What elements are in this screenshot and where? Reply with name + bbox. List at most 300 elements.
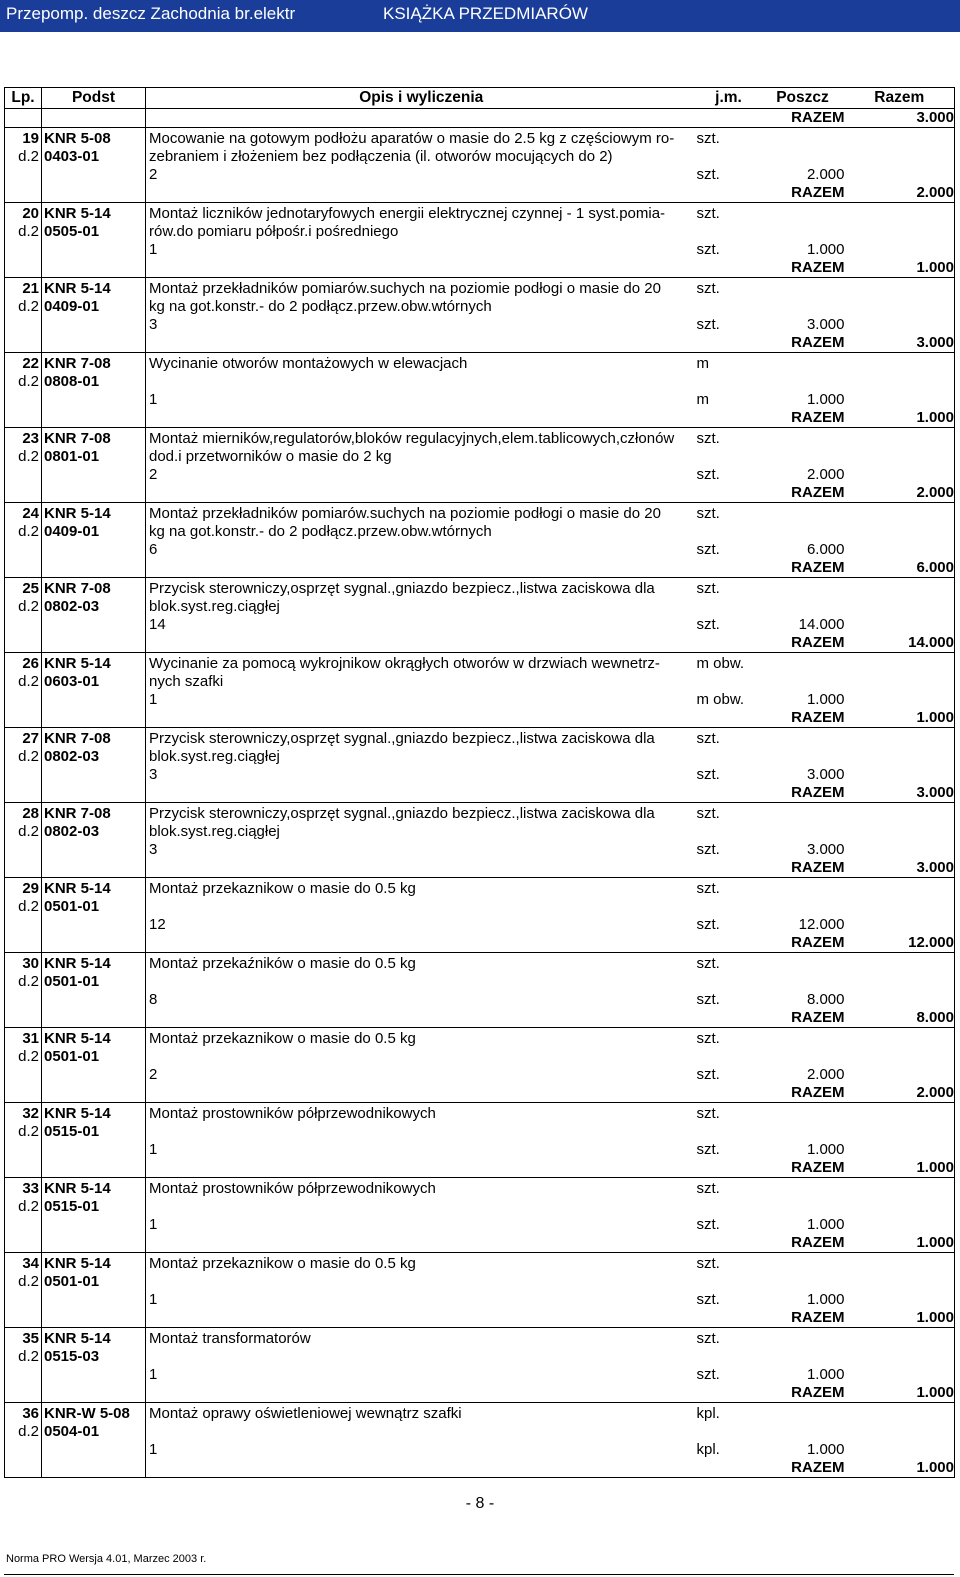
item-description-cont: blok.syst.reg.ciągłej xyxy=(146,748,697,766)
item-quantity: 2 xyxy=(146,466,697,484)
item-quantity-unit: szt. xyxy=(696,841,720,858)
item-description-cont xyxy=(146,373,697,391)
item-unit: szt. xyxy=(696,130,720,147)
table-row xyxy=(5,1178,955,1199)
col-opis: Opis i wyliczenia xyxy=(146,88,697,109)
item-unit: szt. xyxy=(696,580,720,597)
razem-value: 2.000 xyxy=(845,484,955,503)
item-description-cont: dod.i przetworników o masie do 2 kg xyxy=(146,448,697,466)
item-unit: szt. xyxy=(696,1030,720,1047)
razem-value: 14.000 xyxy=(845,634,955,653)
table-row xyxy=(5,709,955,728)
razem-label: RAZEM xyxy=(761,334,845,353)
item-d: d.2 xyxy=(5,1348,42,1366)
table-row xyxy=(5,653,955,674)
item-number: 0505-01 xyxy=(42,223,146,241)
item-poszcz: 1.000 xyxy=(806,1441,845,1458)
table-row xyxy=(5,203,955,224)
item-number: 0515-03 xyxy=(42,1348,146,1366)
razem-value: 6.000 xyxy=(845,559,955,578)
table-row xyxy=(5,1328,955,1349)
item-quantity: 6 xyxy=(146,541,697,559)
table-row xyxy=(5,334,955,353)
item-d: d.2 xyxy=(5,523,42,541)
item-unit: szt. xyxy=(696,730,720,747)
item-description: Montaż prostowników półprzewodnikowych xyxy=(146,1103,697,1124)
table-row xyxy=(5,1066,955,1084)
item-poszcz: 3.000 xyxy=(806,841,845,858)
item-description-cont xyxy=(146,1198,697,1216)
item-knr: KNR 5-14 xyxy=(42,278,146,299)
item-poszcz: 1.000 xyxy=(806,1291,845,1308)
item-quantity-unit: kpl. xyxy=(696,1441,720,1458)
item-description: Montaż przekładników pomiarów.suchych na poziomie podłogi o masie do 20 xyxy=(146,278,697,299)
item-d: d.2 xyxy=(5,748,42,766)
item-number: 0409-01 xyxy=(42,523,146,541)
table-row xyxy=(5,316,955,334)
item-unit: szt. xyxy=(696,880,720,897)
table-row xyxy=(5,859,955,878)
table-row xyxy=(5,1198,955,1216)
table-row xyxy=(5,278,955,299)
item-unit: m obw. xyxy=(696,655,745,672)
table-row xyxy=(5,973,955,991)
item-quantity-unit: szt. xyxy=(696,166,720,183)
table-row xyxy=(5,1084,955,1103)
item-knr: KNR-W 5-08 xyxy=(42,1403,146,1424)
razem-value: 1.000 xyxy=(845,1384,955,1403)
table-row xyxy=(5,148,955,166)
item-poszcz: 1.000 xyxy=(806,691,845,708)
item-poszcz: 2.000 xyxy=(806,166,845,183)
razem-value: 2.000 xyxy=(845,184,955,203)
item-poszcz: 8.000 xyxy=(806,991,845,1008)
item-quantity-unit: szt. xyxy=(696,1066,720,1083)
item-number: 0802-03 xyxy=(42,598,146,616)
item-description-cont: rów.do pomiaru półpośr.i pośredniego xyxy=(146,223,697,241)
razem-label: RAZEM xyxy=(761,1159,845,1178)
item-unit: szt. xyxy=(696,955,720,972)
table-row xyxy=(5,391,955,409)
razem-label: RAZEM xyxy=(761,109,845,128)
table-row xyxy=(5,1141,955,1159)
item-knr: KNR 5-14 xyxy=(42,203,146,224)
col-razem: Razem xyxy=(845,88,955,109)
item-quantity-unit: szt. xyxy=(696,766,720,783)
item-knr: KNR 5-14 xyxy=(42,653,146,674)
header-project-title: Przepomp. deszcz Zachodnia br.elektr xyxy=(6,4,296,23)
header-document-title: KSIĄŻKA PRZEDMIARÓW xyxy=(383,4,588,23)
table-row xyxy=(5,953,955,974)
item-lp: 21 xyxy=(5,278,42,299)
cost-table xyxy=(4,87,955,1478)
table-row xyxy=(5,766,955,784)
table-row xyxy=(5,634,955,653)
item-poszcz: 6.000 xyxy=(806,541,845,558)
table-row xyxy=(5,1234,955,1253)
table-row xyxy=(5,1459,955,1478)
item-quantity-unit: szt. xyxy=(696,1366,720,1383)
razem-value: 8.000 xyxy=(845,1009,955,1028)
item-poszcz: 12.000 xyxy=(798,916,845,933)
razem-label: RAZEM xyxy=(761,559,845,578)
razem-label: RAZEM xyxy=(761,409,845,428)
item-poszcz: 1.000 xyxy=(806,1141,845,1158)
item-description-cont xyxy=(146,1273,697,1291)
item-knr: KNR 7-08 xyxy=(42,578,146,599)
table-row xyxy=(5,128,955,149)
table-row xyxy=(5,259,955,278)
item-description: Przycisk sterowniczy,osprzęt sygnal.,gniazdo bezpiecz.,listwa zaciskowa dla xyxy=(146,578,697,599)
item-d: d.2 xyxy=(5,1048,42,1066)
item-quantity-unit: szt. xyxy=(696,1216,720,1233)
razem-label: RAZEM xyxy=(761,259,845,278)
item-unit: szt. xyxy=(696,505,720,522)
item-knr: KNR 5-14 xyxy=(42,503,146,524)
item-description-cont: blok.syst.reg.ciągłej xyxy=(146,598,697,616)
table-row xyxy=(5,991,955,1009)
item-lp: 35 xyxy=(5,1328,42,1349)
table-row xyxy=(5,541,955,559)
item-number: 0808-01 xyxy=(42,373,146,391)
item-lp: 19 xyxy=(5,128,42,149)
item-poszcz: 1.000 xyxy=(806,241,845,258)
table-row xyxy=(5,616,955,634)
razem-label: RAZEM xyxy=(761,1084,845,1103)
item-quantity-unit: m xyxy=(696,391,709,408)
item-d: d.2 xyxy=(5,898,42,916)
table-row xyxy=(5,428,955,449)
table-row xyxy=(5,223,955,241)
item-quantity: 1 xyxy=(146,391,697,409)
item-description-cont: nych szafki xyxy=(146,673,697,691)
item-description: Mocowanie na gotowym podłożu aparatów o masie do 2.5 kg z częściowym ro- xyxy=(146,128,697,149)
item-knr: KNR 5-14 xyxy=(42,1328,146,1349)
item-description: Przycisk sterowniczy,osprzęt sygnal.,gniazdo bezpiecz.,listwa zaciskowa dla xyxy=(146,803,697,824)
table-row xyxy=(5,523,955,541)
item-quantity-unit: szt. xyxy=(696,1291,720,1308)
item-unit: szt. xyxy=(696,205,720,222)
table-row xyxy=(5,1309,955,1328)
item-number: 0802-03 xyxy=(42,748,146,766)
item-lp: 28 xyxy=(5,803,42,824)
razem-value: 1.000 xyxy=(845,259,955,278)
item-number: 0801-01 xyxy=(42,448,146,466)
item-number: 0504-01 xyxy=(42,1423,146,1441)
item-knr: KNR 7-08 xyxy=(42,803,146,824)
item-quantity: 2 xyxy=(146,1066,697,1084)
item-d: d.2 xyxy=(5,598,42,616)
razem-value: 2.000 xyxy=(845,1084,955,1103)
table-row xyxy=(5,1291,955,1309)
item-d: d.2 xyxy=(5,148,42,166)
item-lp: 26 xyxy=(5,653,42,674)
razem-value: 3.000 xyxy=(845,109,955,128)
table-row xyxy=(5,184,955,203)
item-poszcz: 1.000 xyxy=(806,1216,845,1233)
item-quantity-unit: m obw. xyxy=(696,691,745,708)
item-description: Wycinanie otworów montażowych w elewacjach xyxy=(146,353,697,374)
table-row xyxy=(5,1103,955,1124)
item-unit: szt. xyxy=(696,805,720,822)
item-description: Montaż przekaznikow o masie do 0.5 kg xyxy=(146,878,697,899)
item-poszcz: 2.000 xyxy=(806,1066,845,1083)
razem-value: 1.000 xyxy=(845,1234,955,1253)
item-unit: szt. xyxy=(696,280,720,297)
item-lp: 33 xyxy=(5,1178,42,1199)
item-description-cont xyxy=(146,898,697,916)
item-description: Przycisk sterowniczy,osprzęt sygnal.,gniazdo bezpiecz.,listwa zaciskowa dla xyxy=(146,728,697,749)
table-row xyxy=(5,1159,955,1178)
item-quantity: 1 xyxy=(146,691,697,709)
item-quantity: 14 xyxy=(146,616,697,634)
item-knr: KNR 5-14 xyxy=(42,1253,146,1274)
item-description-cont: blok.syst.reg.ciągłej xyxy=(146,823,697,841)
item-d: d.2 xyxy=(5,448,42,466)
razem-label: RAZEM xyxy=(761,1384,845,1403)
item-unit: m xyxy=(696,355,709,372)
col-jm: j.m. xyxy=(697,88,761,109)
razem-label: RAZEM xyxy=(761,934,845,953)
item-quantity-unit: szt. xyxy=(696,616,720,633)
item-quantity-unit: szt. xyxy=(696,316,720,333)
razem-label: RAZEM xyxy=(761,1459,845,1478)
item-description-cont: kg na got.konstr.- do 2 podłącz.przew.obw.wtórnych xyxy=(146,298,697,316)
item-lp: 29 xyxy=(5,878,42,899)
table-row xyxy=(5,503,955,524)
table-row xyxy=(5,373,955,391)
item-quantity: 3 xyxy=(146,841,697,859)
table-row xyxy=(5,934,955,953)
table-row xyxy=(5,1273,955,1291)
razem-label: RAZEM xyxy=(761,634,845,653)
item-knr: KNR 5-14 xyxy=(42,878,146,899)
item-d: d.2 xyxy=(5,1198,42,1216)
table-row xyxy=(5,841,955,859)
item-knr: KNR 5-14 xyxy=(42,1178,146,1199)
item-quantity: 8 xyxy=(146,991,697,1009)
item-description-cont xyxy=(146,1048,697,1066)
item-knr: KNR 5-14 xyxy=(42,953,146,974)
table-row xyxy=(5,298,955,316)
item-lp: 24 xyxy=(5,503,42,524)
item-quantity: 3 xyxy=(146,766,697,784)
item-d: d.2 xyxy=(5,223,42,241)
table-row xyxy=(5,803,955,824)
item-d: d.2 xyxy=(5,1423,42,1441)
item-knr: KNR 7-08 xyxy=(42,728,146,749)
item-knr: KNR 5-08 xyxy=(42,128,146,149)
table-row xyxy=(5,673,955,691)
razem-label: RAZEM xyxy=(761,784,845,803)
item-number: 0515-01 xyxy=(42,1198,146,1216)
table-row xyxy=(5,448,955,466)
item-lp: 22 xyxy=(5,353,42,374)
top-razem-row xyxy=(5,109,955,128)
table-row xyxy=(5,578,955,599)
item-quantity-unit: szt. xyxy=(696,1141,720,1158)
item-poszcz: 1.000 xyxy=(806,1366,845,1383)
software-credit: Norma PRO Wersja 4.01, Marzec 2003 r. xyxy=(6,1553,207,1565)
item-knr: KNR 7-08 xyxy=(42,428,146,449)
item-number: 0403-01 xyxy=(42,148,146,166)
razem-value: 3.000 xyxy=(845,334,955,353)
item-quantity: 1 xyxy=(146,241,697,259)
item-poszcz: 3.000 xyxy=(806,316,845,333)
table-row xyxy=(5,1253,955,1274)
item-description-cont: zebraniem i złożeniem bez podłączenia (il. otworów mocujących do 2) xyxy=(146,148,697,166)
razem-label: RAZEM xyxy=(761,1234,845,1253)
item-quantity: 1 xyxy=(146,1291,697,1309)
razem-label: RAZEM xyxy=(761,1009,845,1028)
razem-value: 1.000 xyxy=(845,709,955,728)
table-row xyxy=(5,1348,955,1366)
item-description: Montaż liczników jednotaryfowych energii elektrycznej czynnej - 1 syst.pomia- xyxy=(146,203,697,224)
item-lp: 27 xyxy=(5,728,42,749)
razem-value: 3.000 xyxy=(845,859,955,878)
item-poszcz: 2.000 xyxy=(806,466,845,483)
item-poszcz: 3.000 xyxy=(806,766,845,783)
table-row xyxy=(5,241,955,259)
item-lp: 36 xyxy=(5,1403,42,1424)
item-description: Montaż prostowników półprzewodnikowych xyxy=(146,1178,697,1199)
item-lp: 30 xyxy=(5,953,42,974)
item-description: Montaż przekaźników o masie do 0.5 kg xyxy=(146,953,697,974)
table-row xyxy=(5,559,955,578)
item-lp: 32 xyxy=(5,1103,42,1124)
table-row xyxy=(5,728,955,749)
item-quantity-unit: szt. xyxy=(696,991,720,1008)
item-d: d.2 xyxy=(5,373,42,391)
table-row xyxy=(5,916,955,934)
item-lp: 23 xyxy=(5,428,42,449)
item-knr: KNR 5-14 xyxy=(42,1103,146,1124)
col-lp: Lp. xyxy=(5,88,42,109)
item-number: 0802-03 xyxy=(42,823,146,841)
item-number: 0603-01 xyxy=(42,673,146,691)
table-row xyxy=(5,1384,955,1403)
item-description: Montaż oprawy oświetleniowej wewnątrz szafki xyxy=(146,1403,697,1424)
table-row xyxy=(5,1048,955,1066)
table-row xyxy=(5,691,955,709)
item-quantity-unit: szt. xyxy=(696,241,720,258)
item-unit: szt. xyxy=(696,430,720,447)
item-description-cont xyxy=(146,1348,697,1366)
item-d: d.2 xyxy=(5,298,42,316)
razem-value: 12.000 xyxy=(845,934,955,953)
razem-label: RAZEM xyxy=(761,709,845,728)
item-knr: KNR 7-08 xyxy=(42,353,146,374)
item-number: 0501-01 xyxy=(42,1273,146,1291)
item-number: 0501-01 xyxy=(42,973,146,991)
item-lp: 20 xyxy=(5,203,42,224)
item-unit: szt. xyxy=(696,1330,720,1347)
razem-value: 1.000 xyxy=(845,1159,955,1178)
item-description: Montaż transformatorów xyxy=(146,1328,697,1349)
document-header xyxy=(0,0,960,32)
item-number: 0409-01 xyxy=(42,298,146,316)
item-d: d.2 xyxy=(5,973,42,991)
item-d: d.2 xyxy=(5,1123,42,1141)
item-description: Montaż przekaznikow o masie do 0.5 kg xyxy=(146,1028,697,1049)
table-row xyxy=(5,1366,955,1384)
table-row xyxy=(5,1216,955,1234)
table-row xyxy=(5,598,955,616)
item-lp: 34 xyxy=(5,1253,42,1274)
item-quantity: 2 xyxy=(146,166,697,184)
table-row xyxy=(5,484,955,503)
table-row xyxy=(5,166,955,184)
razem-value: 1.000 xyxy=(845,409,955,428)
table-row xyxy=(5,1441,955,1459)
item-unit: kpl. xyxy=(696,1405,720,1422)
item-unit: szt. xyxy=(696,1255,720,1272)
item-d: d.2 xyxy=(5,673,42,691)
table-row xyxy=(5,353,955,374)
table-row xyxy=(5,466,955,484)
razem-label: RAZEM xyxy=(761,184,845,203)
item-description-cont: kg na got.konstr.- do 2 podłącz.przew.obw.wtórnych xyxy=(146,523,697,541)
item-quantity: 12 xyxy=(146,916,697,934)
item-number: 0515-01 xyxy=(42,1123,146,1141)
item-description: Wycinanie za pomocą wykrojnikow okrągłych otworów w drzwiach wewnetrz- xyxy=(146,653,697,674)
item-quantity-unit: szt. xyxy=(696,466,720,483)
table-row xyxy=(5,748,955,766)
item-description-cont xyxy=(146,973,697,991)
item-quantity: 1 xyxy=(146,1366,697,1384)
razem-label: RAZEM xyxy=(761,484,845,503)
col-poszcz: Poszcz xyxy=(761,88,845,109)
razem-label: RAZEM xyxy=(761,1309,845,1328)
bottom-divider xyxy=(4,1574,954,1575)
item-quantity: 1 xyxy=(146,1216,697,1234)
razem-value: 1.000 xyxy=(845,1309,955,1328)
table-row xyxy=(5,409,955,428)
item-lp: 25 xyxy=(5,578,42,599)
razem-value: 1.000 xyxy=(845,1459,955,1478)
item-knr: KNR 5-14 xyxy=(42,1028,146,1049)
razem-label: RAZEM xyxy=(761,859,845,878)
item-description-cont xyxy=(146,1423,697,1441)
item-poszcz: 1.000 xyxy=(806,391,845,408)
item-unit: szt. xyxy=(696,1180,720,1197)
item-unit: szt. xyxy=(696,1105,720,1122)
item-lp: 31 xyxy=(5,1028,42,1049)
item-description: Montaż przekaznikow o masie do 0.5 kg xyxy=(146,1253,697,1274)
item-d: d.2 xyxy=(5,1273,42,1291)
item-poszcz: 14.000 xyxy=(798,616,845,633)
item-number: 0501-01 xyxy=(42,898,146,916)
page-number: - 8 - xyxy=(465,1495,495,1512)
table-row xyxy=(5,1423,955,1441)
item-description: Montaż przekładników pomiarów.suchych na poziomie podłogi o masie do 20 xyxy=(146,503,697,524)
table-row xyxy=(5,898,955,916)
item-number: 0501-01 xyxy=(42,1048,146,1066)
table-row xyxy=(5,1123,955,1141)
table-row xyxy=(5,878,955,899)
table-row xyxy=(5,823,955,841)
item-quantity-unit: szt. xyxy=(696,916,720,933)
col-podst: Podst xyxy=(42,88,146,109)
item-quantity-unit: szt. xyxy=(696,541,720,558)
table-row xyxy=(5,1028,955,1049)
item-description: Montaż mierników,regulatorów,bloków regulacyjnych,elem.tablicowych,członów xyxy=(146,428,697,449)
item-d: d.2 xyxy=(5,823,42,841)
table-row xyxy=(5,784,955,803)
razem-value: 3.000 xyxy=(845,784,955,803)
item-quantity: 1 xyxy=(146,1441,697,1459)
item-quantity: 3 xyxy=(146,316,697,334)
